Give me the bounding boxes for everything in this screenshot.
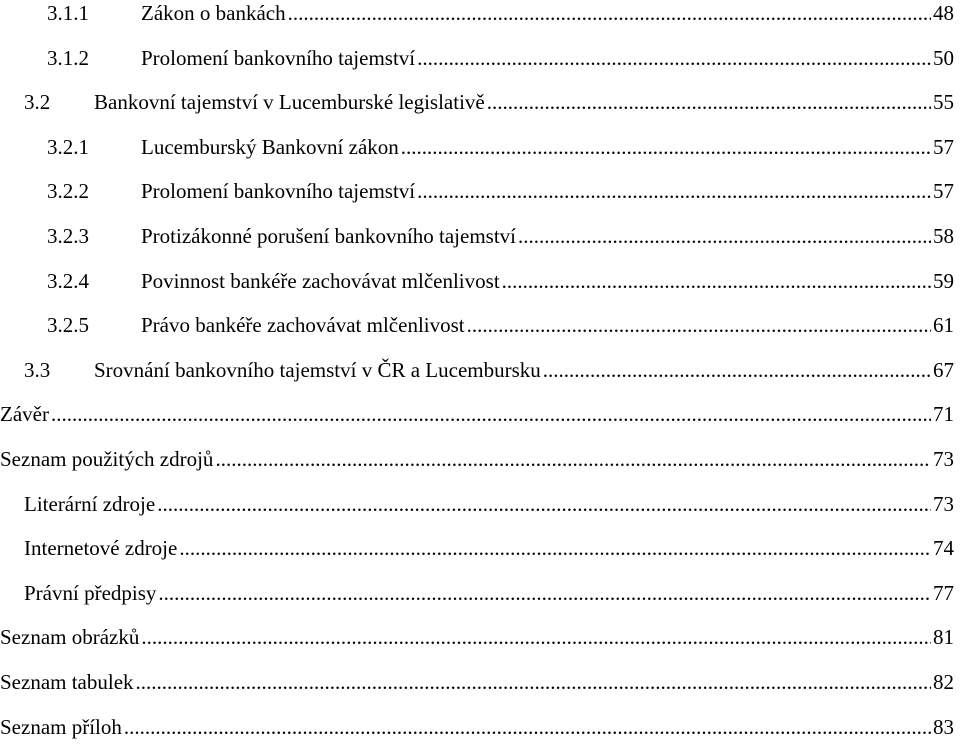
toc-entry[interactable] [0,303,960,348]
toc-entry-number: 3.2.1 [47,125,141,170]
toc-entry-title: Právo bankéře zachovávat mlčenlivost [141,303,465,348]
toc-entry[interactable] [0,615,960,660]
toc-entry[interactable] [0,259,960,304]
toc-entry-page: 71 [933,392,960,437]
toc-entry[interactable] [0,214,960,259]
dot-leader [51,392,931,437]
toc-entry[interactable] [0,526,960,571]
toc-entry-number: 3.2 [24,80,94,125]
toc-entry-page: 61 [933,303,960,348]
toc-entry-title: Právní předpisy [24,571,156,616]
toc-entry-number: 3.2.2 [47,169,141,214]
toc-entry-page: 77 [933,571,960,616]
toc-entry-number: 3.3 [24,348,94,393]
toc-entry[interactable] [0,437,960,482]
dot-leader [158,571,931,616]
toc-entry-number: 3.1.2 [47,36,141,81]
dot-leader [417,169,931,214]
toc-entry-title: Srovnání bankovního tajemství v ČR a Lucembursku [94,348,541,393]
toc-entry-page: 50 [933,36,960,81]
toc-entry-title: Seznam obrázků [0,615,139,660]
toc-entry-number: 3.2.5 [47,303,141,348]
toc-entry-number: 3.1.1 [47,0,141,36]
toc-entry[interactable] [0,705,960,749]
toc-entry[interactable] [0,0,960,36]
toc-entry-page: 59 [933,259,960,304]
dot-leader [487,80,931,125]
toc-entry-title: Seznam tabulek [0,660,134,705]
dot-leader [179,526,931,571]
dot-leader [124,705,931,749]
toc-entry-page: 48 [933,0,960,36]
toc-entry-page: 73 [933,482,960,527]
toc-entry[interactable] [0,125,960,170]
toc-entry-title: Prolomení bankovního tajemství [141,36,415,81]
toc-entry-page: 73 [933,437,960,482]
toc-entry[interactable] [0,482,960,527]
toc-entry[interactable] [0,169,960,214]
toc-entry-title: Závěr [0,392,49,437]
toc-entry-number: 3.2.4 [47,259,141,304]
dot-leader [543,348,931,393]
dot-leader [518,214,931,259]
dot-leader [157,482,931,527]
toc-entry-page: 58 [933,214,960,259]
toc-entry-title: Seznam použitých zdrojů [0,437,213,482]
dot-leader [141,615,931,660]
toc-entry-page: 55 [933,80,960,125]
toc-entry-page: 57 [933,125,960,170]
toc-entry[interactable] [0,571,960,616]
toc-entry-title: Povinnost bankéře zachovávat mlčenlivost [141,259,500,304]
dot-leader [401,125,931,170]
toc-entry-number: 3.2.3 [47,214,141,259]
toc-entry-title: Protizákonné porušení bankovního tajemství [141,214,516,259]
toc-entry[interactable] [0,36,960,81]
dot-leader [502,259,931,304]
dot-leader [136,660,931,705]
toc-entry[interactable] [0,392,960,437]
toc-entry-page: 67 [933,348,960,393]
dot-leader [417,36,931,81]
dot-leader [467,303,931,348]
toc-entry-page: 57 [933,169,960,214]
toc-entry-title: Internetové zdroje [24,526,177,571]
toc-entry[interactable] [0,348,960,393]
toc-entry-title: Literární zdroje [24,482,155,527]
toc-entry-title: Lucemburský Bankovní zákon [141,125,399,170]
toc-entry-title: Prolomení bankovního tajemství [141,169,415,214]
toc-entry-page: 81 [933,615,960,660]
toc-entry-title: Seznam příloh [0,705,122,749]
toc-entry-page: 82 [933,660,960,705]
toc-entry-title: Bankovní tajemství v Lucemburské legislativě [94,80,485,125]
toc-entry[interactable] [0,80,960,125]
toc-entry-title: Zákon o bankách [141,0,286,36]
toc-entry-page: 74 [933,526,960,571]
toc-entry[interactable] [0,660,960,705]
dot-leader [288,0,931,36]
toc-entry-page: 83 [933,705,960,749]
dot-leader [215,437,931,482]
